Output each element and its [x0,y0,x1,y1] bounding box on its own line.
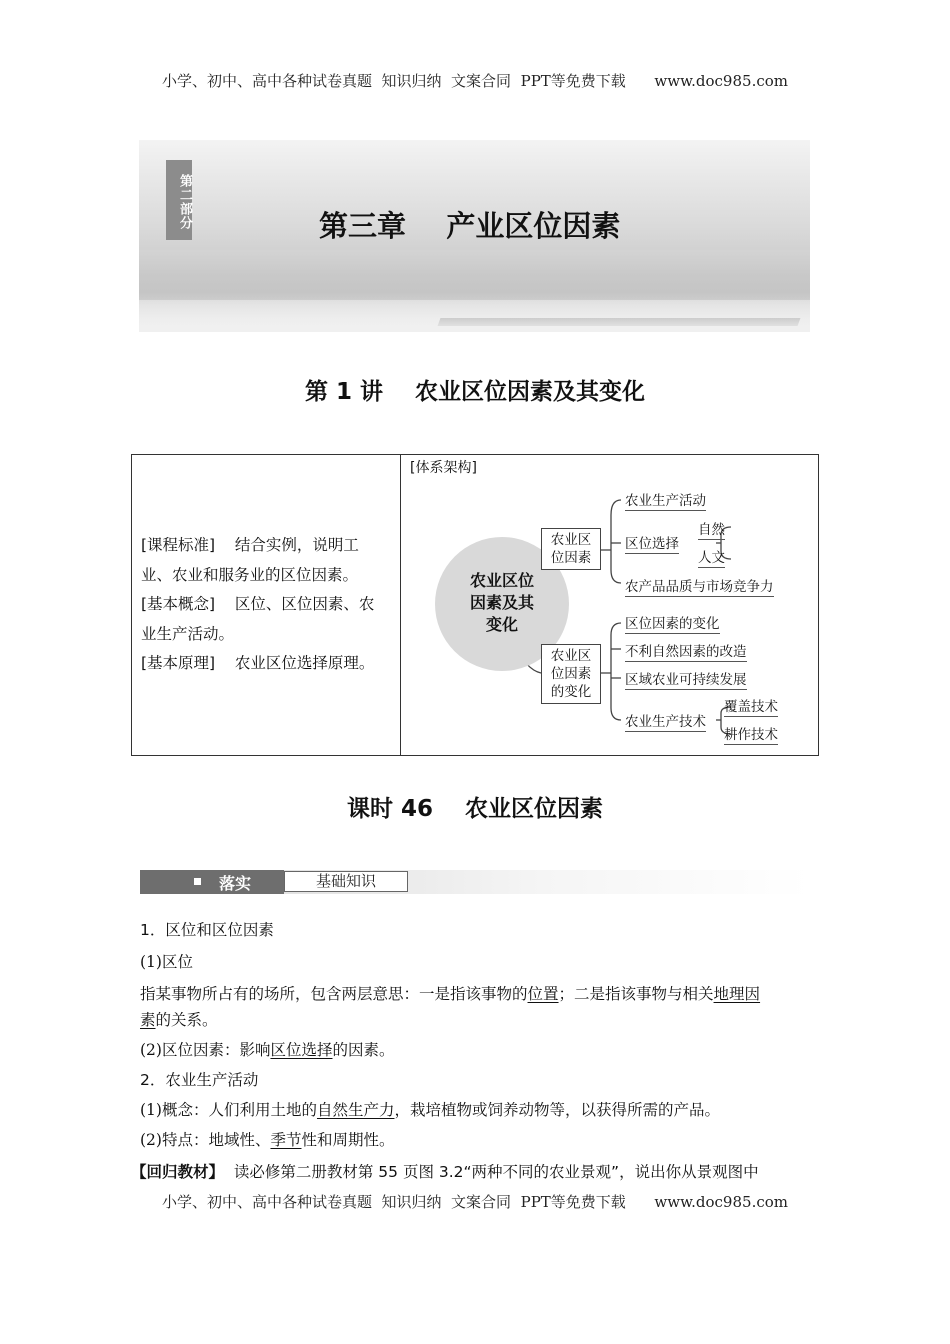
principle-text: 农业区位选择原理。 [215,654,375,672]
def-text-a: 指某事物所占有的场所，包含两层意思：一是指该事物的 [140,985,528,1003]
banner-fade [139,292,810,332]
leaf-cover-tech: 覆盖技术 [724,695,778,717]
leaf-agri-technology: 农业生产技术 [625,710,706,732]
chapter-title: 第三章 产业区位因素 [319,209,621,243]
branch-1-line-1: 农业区 [550,532,592,548]
chapter-banner [139,140,810,332]
answer-location-choice: 区位选择 [270,1041,333,1059]
concept-text-2: 业生产活动。 [141,624,235,643]
branch-2-line-2: 位因素 [550,666,592,682]
def-text-c: 的关系。 [155,1011,218,1029]
section-bar-dot [194,878,201,885]
agri-concept [140,1096,820,1126]
answer-seasonal: 季节 [270,1131,302,1149]
answer-geo-factor-1: 地理因 [713,985,761,1003]
branch-2-line-3: 的变化 [550,684,592,700]
leaf-tillage-tech: 耕作技术 [724,723,778,745]
leaf-human: 人文 [698,546,725,568]
section-label-basics: 基础知识 [284,871,408,892]
sub-location: (1)区位 [140,953,193,971]
answer-natural-productivity: 自然生产力 [316,1101,395,1119]
page-header: 小学、初中、高中各种试卷真题 知识归纳 文案合同 PPT等免费下载 www.doc985.com [161,72,788,90]
return-label: 【回归教材】 [131,1163,225,1181]
concept-text-1: 区位、区位因素、农 [215,595,375,613]
return-text: 读必修第二册教材第 55 页图 3.2“两种不同的农业景观”，说出你从景观图中 [224,1163,759,1181]
concept-text-a: (1)概念：人们利用土地的 [140,1101,317,1119]
course-standards [141,531,396,679]
location-factor-definition [140,1036,820,1066]
features-text-b: 性和周期性。 [301,1131,395,1149]
heading-location: 1．区位和区位因素 [140,921,274,939]
factor-text-b: 的因素。 [332,1041,395,1059]
concept-text-b: ，栽培植物或饲养动物等，以获得所需的产品。 [394,1101,720,1119]
concept-label: [基本概念] [141,595,216,613]
center-line-3: 变化 [485,615,518,634]
leaf-natural: 自然 [698,518,725,540]
branch-factor-changes [541,644,601,704]
branch-1-line-2: 位因素 [550,550,592,566]
leaf-sustainable: 区域农业可持续发展 [625,668,747,690]
heading-agri-activity: 2．农业生产活动 [140,1071,259,1089]
return-textbook [131,1158,821,1188]
answer-position: 位置 [527,985,559,1003]
page-footer: 小学、初中、高中各种试卷真题 知识归纳 文案合同 PPT等免费下载 www.doc985.com [161,1193,788,1211]
branch-location-factors [541,528,601,570]
features-text-a: (2)特点：地域性、 [140,1131,271,1149]
factor-text-a: (2)区位因素：影响 [140,1041,271,1059]
leaf-location-selection: 区位选择 [625,532,679,554]
architecture-label: [体系架构] [410,460,477,476]
leaf-transform-nature: 不利自然因素的改造 [625,640,747,662]
section-label-implement: 落实 [219,874,252,893]
section-bar [140,870,810,894]
branch-2-line-1: 农业区 [550,648,592,664]
brace-branch-2 [611,623,621,720]
lesson-title: 课时 46 农业区位因素 [346,796,604,822]
answer-geo-factor-2: 素 [140,1011,156,1029]
center-line-1: 农业区位 [469,571,534,590]
section-bar-dark [140,870,284,894]
standard-label: [课程标准] [141,536,216,554]
center-line-2: 因素及其 [469,593,534,612]
brace-branch-1 [611,500,621,583]
principle-label: [基本原理] [141,654,216,672]
standard-text-1: 结合实例，说明工 [215,536,359,554]
part-tag: 第二部分 [166,160,192,240]
location-definition-line-2 [140,1006,820,1036]
leaf-factor-change: 区位因素的变化 [625,612,720,634]
overview-table [131,454,819,756]
leaf-agri-activity: 农业生产活动 [625,489,706,511]
agri-features [140,1126,820,1156]
standard-text-2: 业、农业和服务业的区位因素。 [141,565,359,584]
lecture-title: 第 1 讲 农业区位因素及其变化 [304,379,646,405]
leaf-quality-competition: 农产品品质与市场竞争力 [625,575,774,597]
def-text-b: ；二是指该事物与相关 [558,985,714,1003]
